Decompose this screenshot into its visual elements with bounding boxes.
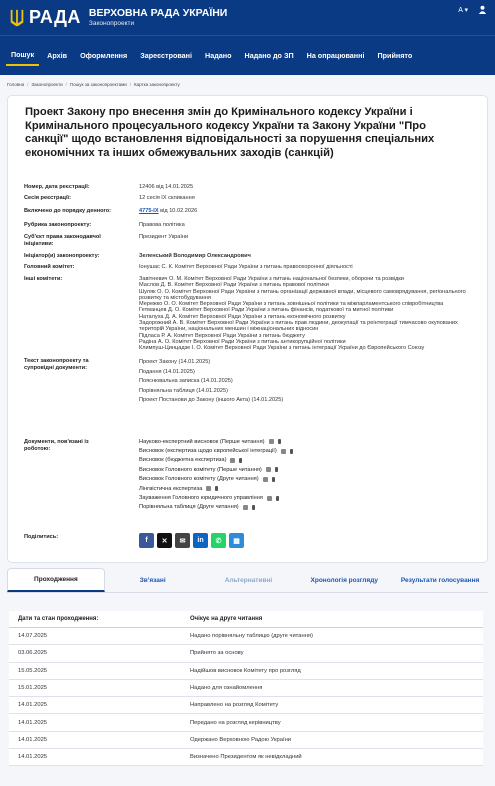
info-icon[interactable] <box>290 449 293 454</box>
doc-title: Висновок Головного комітету (Друге читання) <box>139 476 259 483</box>
docs-list <box>139 437 474 512</box>
row-status: Надійшов висновок Комітету про розгляд <box>190 667 301 674</box>
text-doc-link[interactable]: Проект Постанови до Закону (іншого Акта) (14.01.2025) <box>139 397 284 404</box>
row-status: Направлено на розгляд Комітету <box>190 702 279 709</box>
info-icon[interactable] <box>275 467 278 472</box>
row-date: 15.05.2025 <box>18 667 48 674</box>
committee-item: Маслов Д. В. Комітет Верховної Ради України з питань правової політики <box>139 282 329 289</box>
nav-registered[interactable]: Зареєстровані <box>140 51 193 60</box>
site-subtitle: Законопроекти <box>88 19 135 27</box>
row-status: Надано порівняльну таблицю (друге читання) <box>190 633 313 640</box>
tab-progress[interactable]: Проходження <box>7 568 105 592</box>
table-row <box>9 628 483 645</box>
table-row <box>9 680 483 697</box>
agenda-date: від 10.02.2026 <box>160 208 198 214</box>
label-rubric: Рубрика законопроекту: <box>24 222 92 228</box>
table-row <box>9 714 483 731</box>
tab-related[interactable]: Зв'язані <box>139 576 166 584</box>
row-date: 14.01.2025 <box>18 736 48 743</box>
other-committees-list <box>139 276 469 352</box>
doc-item[interactable] <box>139 484 474 493</box>
row-status: Одержано Верховною Радою України <box>190 736 292 743</box>
row-date: 14.01.2025 <box>18 702 48 709</box>
doc-title: Порівняльна таблиця (Друге читання) <box>139 504 239 511</box>
x-share-button[interactable] <box>157 533 172 548</box>
label-agenda: Включено до порядку денного: <box>24 208 112 214</box>
doc-item[interactable] <box>139 465 474 474</box>
committee-item: Климпуш-Цинцадзе І. О. Комітет Верховної Ради України з питань інтеграції України до Європейського Союзу <box>139 345 425 352</box>
doc-item[interactable] <box>139 493 474 502</box>
doc-title: Лінгвістична експертиза <box>139 485 203 492</box>
table-row <box>9 645 483 662</box>
table-row <box>9 749 483 766</box>
user-icon[interactable] <box>478 5 487 14</box>
value-session: 12 сесія IX скликання <box>139 195 195 201</box>
site-header <box>0 0 495 35</box>
more-share-button[interactable] <box>229 533 244 548</box>
linkedin-icon: in <box>197 537 204 544</box>
label-docs: Документи, пов'язані із роботою: <box>24 439 89 452</box>
lock-icon <box>243 505 248 510</box>
committee-item: Завітневич О. М. Комітет Верховної Ради України з питань національної безпеки, оборони та розвідки <box>139 276 404 282</box>
header-status: Очікує на друге читання <box>190 616 263 622</box>
lock-icon <box>263 477 268 482</box>
doc-title: Висновок (експертиза щодо європейської інтеграції) <box>139 447 277 454</box>
brand-block <box>89 8 227 27</box>
committee-item: Радіна А. О. Комітет Верховної Ради України з питань антикорупційної політики <box>139 338 346 345</box>
row-status: Прийнято за основу <box>190 650 244 657</box>
lock-icon <box>281 449 286 454</box>
committee-item: Підласа Р. А. Комітет Верховної Ради України з питань бюджету <box>139 332 305 339</box>
row-status: Передано на розгляд керівництву <box>190 719 281 726</box>
lock-icon <box>206 486 211 491</box>
facebook-share-button[interactable] <box>139 533 154 548</box>
committee-item: Мережко О. О. Комітет Верховної Ради України з питань зовнішньої політики та міжпарламентського співробітництва <box>139 301 444 308</box>
label-reg: Номер, дата реєстрації: <box>24 184 90 190</box>
table-header <box>9 611 483 628</box>
label-main-committee: Головний комітет: <box>24 264 75 270</box>
table-row <box>9 697 483 714</box>
nav-processing[interactable]: На опрацюванні <box>306 51 365 60</box>
nav-adopted[interactable]: Прийнято <box>377 51 413 60</box>
value-initiators: Зеленський Володимир Олександрович <box>139 253 251 259</box>
lock-icon <box>269 439 274 444</box>
value-agenda <box>139 208 474 214</box>
label-initiators: Ініціатор(и) законопроекту: <box>24 253 100 259</box>
info-icon[interactable] <box>278 439 281 444</box>
share-buttons <box>139 533 244 548</box>
row-date: 14.01.2025 <box>18 754 48 761</box>
lock-icon <box>266 467 271 472</box>
committee-item: Задорожний А. В. Комітет Верховної Ради України з питань прав людини, деокупації та реінтеграції тимчасово окупованих територій України, національних меншин і міжнаціональних відносин <box>139 320 458 333</box>
breadcrumb-search[interactable]: Пошук за законопроектами <box>69 81 127 87</box>
header-dates: Дати та стан проходження: <box>18 616 99 622</box>
value-main-committee: Іонушас С. К. Комітет Верховної Ради України з питань правоохоронної діяльності <box>139 264 353 270</box>
value-rubric: Правова політика <box>139 222 185 228</box>
facebook-icon: f <box>145 537 148 544</box>
doc-item[interactable] <box>139 446 474 455</box>
row-date: 15.01.2025 <box>18 685 48 692</box>
label-texts: Текст законопроекту та супровідні документи: <box>24 358 89 371</box>
info-icon[interactable] <box>239 458 242 463</box>
breadcrumb-current: Картка законопроекту <box>133 81 180 87</box>
row-status: Визначено Президентом як невідкладний <box>190 754 302 761</box>
text-doc-link[interactable]: Проект Закону (14.01.2025) <box>139 359 211 365</box>
doc-title: Висновок (бюджетна експертиза) <box>139 457 227 464</box>
breadcrumb-home[interactable]: Головна <box>7 81 25 87</box>
committee-item: Гетманцев Д. О. Комітет Верховної Ради України з питань фінансів, податкової та митної політики <box>139 307 394 314</box>
info-icon[interactable] <box>276 496 279 501</box>
label-session: Сесія реєстрації: <box>24 195 71 201</box>
table-row <box>9 663 483 680</box>
grid-icon: ▦ <box>233 537 240 545</box>
lock-icon <box>230 458 235 463</box>
tab-chronology[interactable]: Хронологія розгляду <box>310 576 379 584</box>
bill-card <box>7 95 488 563</box>
committee-item: Наталуха Д. А. Комітет Верховної Ради України з питань економічного розвитку <box>139 313 346 320</box>
tab-voting[interactable]: Результати голосування <box>400 576 480 584</box>
doc-title: Висновок Головного комітету (Перше читання) <box>139 466 262 473</box>
text-doc-link[interactable]: Подання (14.01.2025) <box>139 368 195 375</box>
info-icon[interactable] <box>252 505 255 510</box>
whatsapp-share-button[interactable] <box>211 533 226 548</box>
tab-bar <box>7 568 488 593</box>
breadcrumb-bills[interactable]: Законопроекти <box>31 81 63 87</box>
label-other-committees: Інші комітети: <box>24 276 63 282</box>
label-subject: Суб'єкт права законодавчої ініціативи: <box>24 234 101 247</box>
header-tools <box>458 5 487 14</box>
doc-item[interactable] <box>139 437 474 446</box>
agenda-link[interactable]: 4775-IX <box>139 208 159 214</box>
nav-search[interactable]: Пошук <box>6 45 39 66</box>
email-icon: ✉ <box>179 537 186 545</box>
doc-item[interactable] <box>139 456 474 465</box>
doc-item[interactable] <box>139 475 474 484</box>
language-switch[interactable]: A ▾ <box>458 6 468 14</box>
doc-title: Науково-експертний висновок (Перше читання) <box>139 438 265 445</box>
whatsapp-icon: ✆ <box>215 537 222 545</box>
nav-submitted[interactable]: Надано <box>205 51 232 60</box>
row-date: 14.01.2025 <box>18 719 48 726</box>
table-body <box>9 628 483 766</box>
site-title[interactable]: ВЕРХОВНА РАДА УКРАЇНИ <box>88 7 228 20</box>
doc-title: Зауваження Головного юридичного управління <box>139 494 263 501</box>
texts-list <box>139 358 474 406</box>
breadcrumb: Головна / Законопроекти / Пошук за законопроектами / Картка законопроекту <box>7 81 180 87</box>
doc-item[interactable] <box>139 503 474 512</box>
row-date: 14.07.2025 <box>18 633 48 640</box>
label-share: Поділитись: <box>24 534 59 540</box>
nav-archive[interactable]: Архів <box>47 51 68 60</box>
history-table <box>9 611 483 766</box>
nav-submitted-zp[interactable]: Надано до ЗП <box>244 51 294 60</box>
value-reg: 12406 від 14.01.2025 <box>139 184 194 190</box>
bill-title: Проект Закону про внесення змін до Кримінального кодексу України і Кримінального процесуального кодексу України та Закону України "Про санкції" щодо встановлення відповідальності за порушення спеціальних економічних та інших обмежувальних заходів (санкцій) <box>25 106 435 159</box>
lock-icon <box>267 496 272 501</box>
x-icon: ✕ <box>161 537 168 545</box>
row-status: Надано для ознайомлення <box>190 685 263 692</box>
nav-drafting[interactable]: Оформлення <box>80 51 128 60</box>
value-subject: Президент України <box>139 234 189 240</box>
main-nav <box>0 35 495 75</box>
email-share-button[interactable] <box>175 533 190 548</box>
tab-alternative[interactable]: Альтернативні <box>224 576 273 584</box>
row-date: 03.06.2025 <box>18 650 48 657</box>
committee-item: Шуляк О. О. Комітет Верховної Ради України з питань організації державної влади, місцевого самоврядування, регіонального розвитку та містобудування <box>139 288 466 301</box>
text-doc-link[interactable]: Порівняльна таблиця (14.01.2025) <box>139 387 228 394</box>
info-icon[interactable] <box>215 486 218 491</box>
table-row <box>9 732 483 749</box>
text-doc-link[interactable]: Пояснювальна записка (14.01.2025) <box>139 378 233 385</box>
linkedin-share-button[interactable] <box>193 533 208 548</box>
logo-word[interactable]: РАДА <box>29 7 81 27</box>
language-label: A <box>458 6 463 14</box>
info-icon[interactable] <box>272 477 275 482</box>
trident-logo-icon <box>8 8 26 28</box>
